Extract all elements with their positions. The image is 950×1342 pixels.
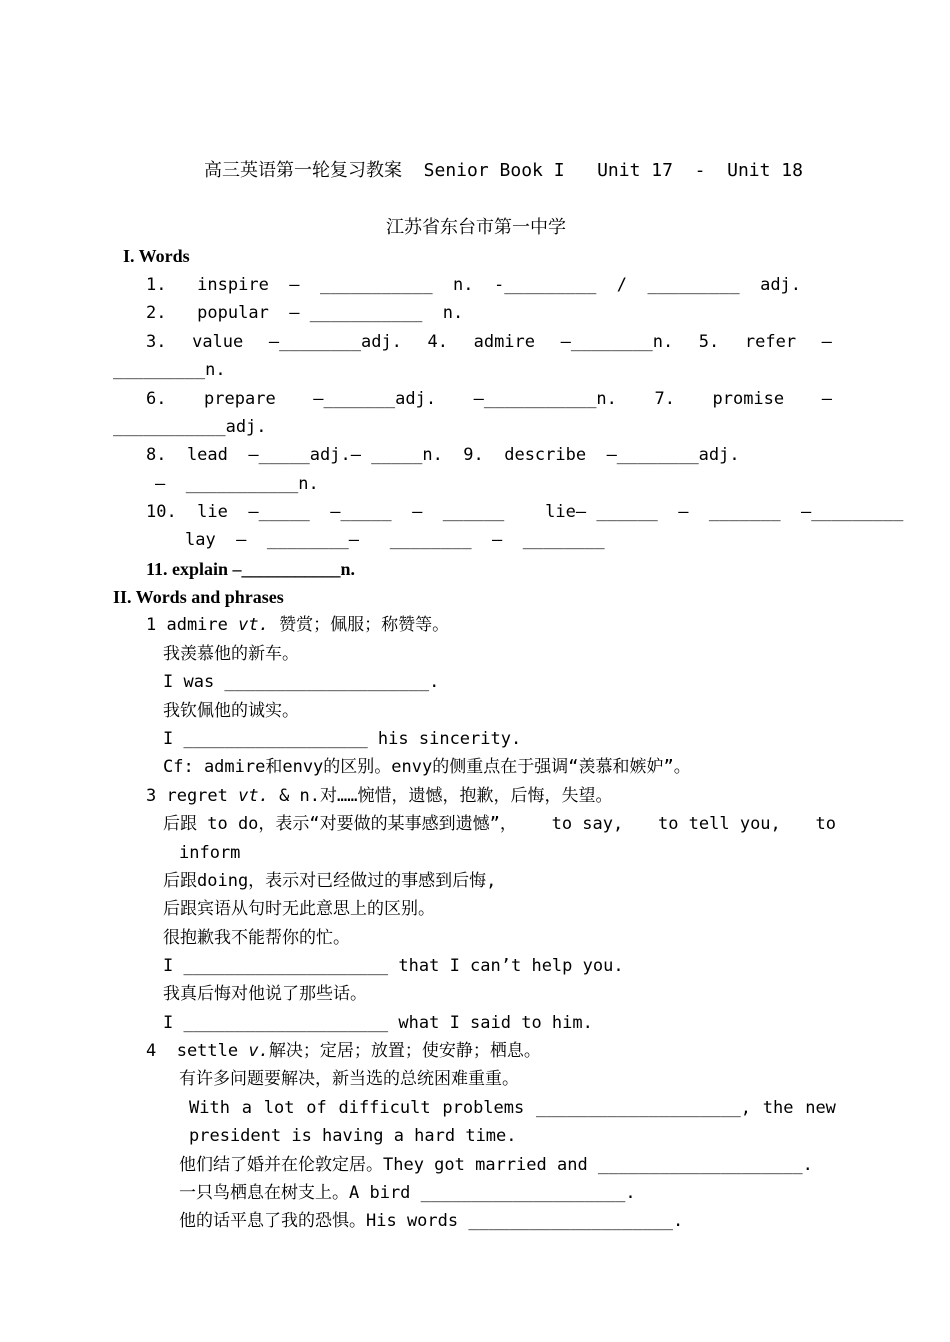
- admire-line: 我羡慕他的新车。: [163, 644, 299, 664]
- word-line-8-cont: – ___________n.: [155, 474, 319, 494]
- settle-word: new: [805, 1098, 836, 1118]
- regret-line: 后跟doing，表示对已经做过的事感到后悔,: [163, 871, 497, 891]
- word-text: 6.: [146, 389, 167, 409]
- admire-line: I was ____________________.: [163, 672, 440, 692]
- regret-line: I ____________________ that I can’t help you.: [163, 956, 624, 976]
- regret-note-part: 后跟 to do，表示“对要做的某事感到遗憾”，: [163, 814, 517, 834]
- word-text: 7.: [654, 389, 675, 409]
- admire-head: 1 admire: [146, 615, 239, 635]
- word-line-1: 1. inspire – ___________ n. -_________ / _________ adj.: [146, 275, 802, 295]
- settle-word: problems: [442, 1098, 525, 1118]
- word-line-2: 2. popular – ___________ n.: [146, 303, 464, 323]
- regret-head: 3 regret: [146, 786, 239, 806]
- admire-heading: [146, 614, 449, 636]
- school-name: 江苏省东台市第一中学: [386, 217, 566, 238]
- word-text: 4.: [427, 332, 448, 352]
- section-heading-phrases: II. Words and phrases: [113, 587, 284, 607]
- word-text: value: [192, 332, 244, 352]
- admire-pos: vt.: [238, 615, 269, 635]
- word-text: prepare: [204, 389, 276, 409]
- settle-line: 有许多问题要解决，新当选的总统困难重重。: [179, 1069, 519, 1089]
- settle-pos: v.: [248, 1041, 269, 1061]
- settle-word: ____________________,: [536, 1098, 751, 1118]
- regret-line: 我真后悔对他说了那些话。: [163, 984, 367, 1004]
- word-line-8: 8. lead –_____adj.– _____n. 9. describe –________adj.: [146, 445, 740, 465]
- word-text: –: [821, 332, 832, 352]
- regret-line: 很抱歉我不能帮你的忙。: [163, 928, 350, 948]
- settle-word: With: [189, 1098, 230, 1118]
- section-heading-words: I. Words: [123, 246, 190, 266]
- word-text: 5.: [698, 332, 720, 352]
- settle-line: 他们结了婚并在伦敦定居。They got married and ____________________.: [179, 1155, 813, 1175]
- regret-line: 后跟宾语从句时无此意思上的区别。: [163, 899, 435, 919]
- word-text: –________n.: [560, 332, 674, 352]
- word-text: refer: [744, 332, 797, 352]
- regret-line: I ____________________ what I said to him.: [163, 1013, 593, 1033]
- word-line-11: 11. explain –___________n.: [146, 559, 356, 579]
- word-text: promise: [712, 389, 785, 409]
- word-line-3: [146, 331, 832, 353]
- settle-line: 他的话平息了我的恐惧。His words ____________________.: [179, 1211, 684, 1231]
- regret-note-part: to tell you,: [657, 814, 781, 834]
- regret-note-part: to say,: [551, 814, 624, 834]
- settle-example-cont: president is having a hard time.: [189, 1126, 517, 1146]
- settle-meaning: 解决；定居；放置；使安静；栖息。: [268, 1041, 541, 1061]
- admire-line: 我钦佩他的诚实。: [163, 701, 299, 721]
- page-title: 高三英语第一轮复习教案 Senior Book I Unit 17 - Unit 18: [204, 160, 803, 181]
- settle-head: 4 settle: [146, 1041, 249, 1061]
- word-text: –_______adj.: [313, 389, 437, 409]
- settle-word: of: [306, 1098, 327, 1118]
- settle-word: difficult: [338, 1098, 431, 1118]
- settle-example: [189, 1097, 836, 1119]
- settle-word: a: [241, 1098, 252, 1118]
- word-line-10: 10. lie –_____ –_____ – ______ lie– ______ – _______ –_________: [146, 502, 904, 522]
- admire-meaning: 赞赏；佩服；称赞等。: [268, 615, 450, 635]
- word-text: admire: [473, 332, 536, 352]
- settle-line: 一只鸟栖息在树支上。A bird ____________________.: [179, 1183, 636, 1203]
- word-line-3-cont: _________n.: [113, 360, 226, 380]
- regret-note-cont: inform: [179, 843, 241, 863]
- word-line-6-cont: ___________adj.: [113, 417, 267, 437]
- settle-heading: [146, 1040, 541, 1062]
- regret-note-part: to: [815, 814, 836, 834]
- settle-word: lot: [263, 1098, 295, 1118]
- admire-line: Cf: admire和envy的区别。envy的侧重点在于强调“羡慕和嫉妒”。: [163, 757, 691, 777]
- regret-note: [163, 813, 836, 835]
- word-line-10-lay: lay – ________– ________ – ________: [185, 530, 605, 550]
- regret-pos: vt.: [238, 786, 269, 806]
- regret-heading: [146, 785, 613, 807]
- regret-meaning: & n.对……惋惜，遗憾，抱歉，后悔，失望。: [268, 786, 613, 806]
- word-text: –___________n.: [473, 389, 617, 409]
- word-text: –: [821, 389, 832, 409]
- admire-line: I __________________ his sincerity.: [163, 729, 522, 749]
- word-text: –________adj.: [268, 332, 402, 352]
- settle-word: the: [762, 1098, 794, 1118]
- word-line-6: [146, 388, 832, 410]
- word-text: 3.: [146, 332, 167, 352]
